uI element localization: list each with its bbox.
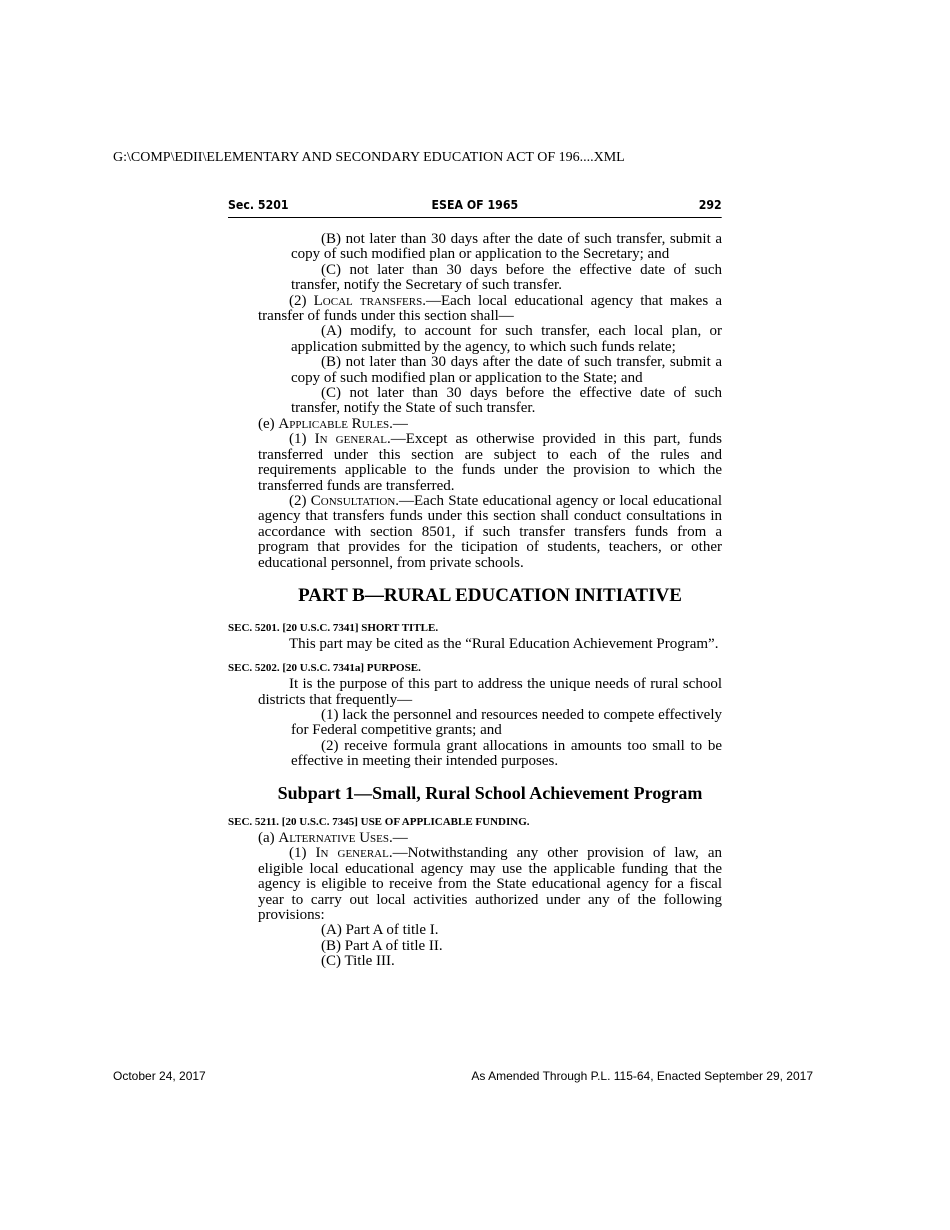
footer-amendment-note: As Amended Through P.L. 115-64, Enacted September 29, 2017 (471, 1069, 813, 1083)
running-head-title: ESEA OF 1965 (431, 197, 519, 212)
list-item-5211-C: (C) Title III. (321, 953, 395, 970)
subsection-e (258, 417, 722, 432)
subsection-dash: .— (388, 830, 408, 846)
running-head-page-number: 292 (698, 197, 722, 212)
part-heading: PART B—RURAL EDUCATION INITIATIVE (298, 584, 682, 606)
paragraph-heading: In general (314, 431, 387, 448)
paragraph-number: (1) (289, 845, 316, 862)
paragraph-d2-C: (C) not later than 30 days before the effective date of such transfer, notify the State of such transfer. (291, 385, 722, 417)
subsection-5211-a (258, 831, 722, 846)
footer-date: October 24, 2017 (113, 1069, 206, 1083)
paragraph-e1 (258, 432, 722, 494)
paragraph-number: (2) (289, 292, 314, 309)
paragraph-d1-C: (C) not later than 30 days before the effective date of such transfer, notify the Secretary of such transfer. (291, 261, 722, 294)
paragraph-number: (1) (289, 431, 315, 448)
paragraph-e2 (258, 494, 722, 571)
paragraph-heading: Consultation (310, 492, 396, 509)
section-text-5201: This part may be cited as the “Rural Education Achievement Program”. (289, 636, 719, 653)
subpart-heading: Subpart 1—Small, Rural School Achievement Program (277, 782, 703, 803)
paragraph-d2-A: (A) modify, to account for such transfer, each local plan, or application submitted by the agency, to which such funds relate; (291, 323, 722, 355)
paragraph-heading: In general (315, 845, 389, 862)
subsection-number: (a) (258, 830, 279, 846)
section-text-5202: It is the purpose of this part to address the unique needs of rural school districts that frequently— (258, 676, 722, 708)
paragraph-d1-B: (B) not later than 30 days after the date of such transfer, submit a copy of such modified plan or application to the Secretary; and (291, 231, 722, 263)
paragraph-number: (2) (289, 492, 311, 509)
paragraph-5202-2: (2) receive formula grant allocations in amounts too small to be effective in meeting their intended purposes. (291, 737, 722, 770)
running-head (228, 197, 722, 218)
running-head-section: Sec. 5201 (228, 197, 289, 212)
section-heading-5201: SEC. 5201. [20 U.S.C. 7341] SHORT TITLE. (228, 621, 439, 634)
paragraph-text: .—Except as otherwise provided in this part, funds transferred under this section are subject to each of the rules and requirements applicable to the funds under the provision to which the transferred funds are transferred. (258, 431, 722, 494)
section-heading-5211: SEC. 5211. [20 U.S.C. 7345] USE OF APPLICABLE FUNDING. (228, 815, 530, 828)
section-heading-5202: SEC. 5202. [20 U.S.C. 7341a] PURPOSE. (228, 661, 421, 674)
paragraph-d2 (258, 294, 722, 325)
list-item-5211-A: (A) Part A of title I. (321, 922, 439, 939)
subsection-heading: Alternative Uses (278, 830, 389, 846)
paragraph-text: .—Each local educational agency that makes a transfer of funds under this section shall— (258, 292, 722, 325)
subsection-dash: .— (389, 415, 408, 432)
list-item-5211-B: (B) Part A of title II. (321, 937, 443, 954)
paragraph-5202-1: (1) lack the personnel and resources needed to compete effectively for Federal competitive grants; and (291, 706, 722, 739)
paragraph-5211-a-1 (258, 846, 722, 923)
paragraph-heading: Local transfers (313, 292, 423, 309)
file-path: G:\COMP\EDII\ELEMENTARY AND SECONDARY EDUCATION ACT OF 196....XML (113, 150, 625, 165)
document-body (228, 231, 722, 970)
subsection-number: (e) (258, 415, 279, 432)
paragraph-d2-B: (B) not later than 30 days after the date of such transfer, submit a copy of such modified plan or application to the State; and (291, 354, 722, 386)
paragraph-text: .—Notwithstanding any other provision of law, an eligible local educational agency may use the applicable funding that the agency is eligible to receive from the State educational agency for a fiscal year to carry out local activities authorized under any of the following provisions: (258, 845, 722, 924)
subsection-heading: Applicable Rules (278, 415, 390, 432)
paragraph-text: .—Each State educational agency or local educational agency that transfers funds under this section shall conduct consultations in accordance with section 8501, if such transfer transfers funds from a program that provides for the ticipation of students, teachers, or other educational personnel, from private schools. (258, 492, 722, 571)
